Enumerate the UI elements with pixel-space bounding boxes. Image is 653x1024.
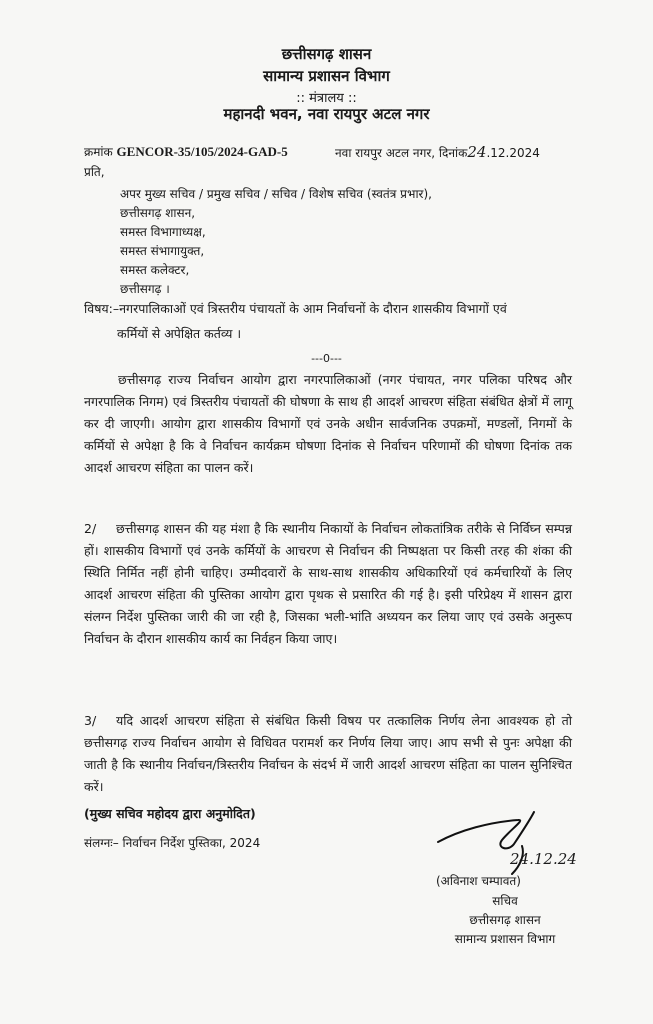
reference-code: GENCOR-35/105/2024-GAD-5 [116, 144, 288, 159]
recipient-line: अपर मुख्य सचिव / प्रमुख सचिव / सचिव / विशेष सचिव (स्वतंत्र प्रभार), [120, 187, 432, 201]
signatory-office: छत्तीसगढ़ शासन [469, 913, 541, 927]
subject-line-continued: कर्मियों से अपेक्षित कर्तव्य । [117, 326, 242, 341]
paragraph-1: छत्तीसगढ़ राज्य निर्वाचन आयोग द्वारा नगरपालिकाओं (नगर पंचायत, नगर पलिका परिषद और नगरपालिक निगम) एवं त्रिस्तरीय पंचायतों की घोषणा के साथ ही आदर्श आचरण संहिता संबंधित क्षेत्रों में लागू कर दी जाएगी। आयोग द्वारा शासकीय विभागों एवं उनके अधीन सार्वजनिक उपक्रमों, मण्डलों, निगमों के कर्मियों से अपेक्षा है कि वे निर्वाचन कार्यक्रम घोषणा दिनांक से निर्वाचन परिणामों की घोषणा दिनांक तक आदर्श आचरण संहिता का पालन करें। [84, 372, 572, 475]
paragraph-number: 3/ [84, 713, 97, 728]
signatory-department: सामान्य प्रशासन विभाग [454, 932, 556, 946]
paragraph-number: 2/ [84, 521, 97, 536]
paragraph-2 [84, 518, 572, 650]
header-government: छत्तीसगढ़ शासन [281, 45, 372, 63]
signatory-designation: सचिव [492, 894, 518, 908]
recipient-line: छत्तीसगढ़ शासन, [120, 206, 196, 220]
date-prefix: नवा रायपुर अटल नगर, दिनांक [335, 146, 468, 160]
signatory-name: (अविनाश चम्पावत) [436, 874, 521, 888]
recipient-line: छत्तीसगढ़ । [120, 282, 170, 296]
handwritten-day: 24 [467, 143, 487, 161]
subject-line: विषय:–नगरपालिकाओं एवं त्रिस्तरीय पंचायतों के आम निर्वाचनों के दौरान शासकीय विभागों एवं [84, 301, 507, 316]
signature-image [430, 800, 600, 880]
reference-number [84, 143, 288, 160]
header-department: सामान्य प्रशासन विभाग [263, 67, 390, 85]
signature-date: 24.12.24 [510, 850, 577, 868]
paragraph-2-text: छत्तीसगढ़ शासन की यह मंशा है कि स्थानीय निकायों के निर्वाचन लोकतांत्रिक तरीके से निर्विघ्न सम्पन्न हों। शासकीय विभागों एवं उनके कर्मियों के आचरण से निर्वाचन की निष्पक्षता पर किसी तरह की शंका की स्थिति निर्मित नहीं होनी चाहिए। उम्मीदवारों के साथ-साथ शासकीय अधिकारियों एवं कर्मचारियों के लिए आदर्श आचरण संहिता की पुस्तिका आयोग द्वारा पृथक से प्रसारित की गई है। इसी परिप्रेक्ष्य में शासन द्वारा संलग्न निर्देश पुस्तिका जारी की जा रही है, जिसका भली-भांति अध्ययन कर लिया जाए एवं उसके अनुरूप निर्वाचन के दौरान शासकीय कार्य का निर्वहन किया जाए। [84, 521, 572, 646]
recipient-line: समस्त संभागायुक्त, [120, 244, 205, 258]
reference-label: क्रमांक [84, 145, 113, 159]
paragraph-3 [84, 710, 572, 798]
date-suffix: .12.2024 [486, 146, 540, 160]
recipient-line: समस्त विभागाध्यक्ष, [120, 225, 206, 239]
paragraph-3-text: यदि आदर्श आचरण संहिता से संबंधित किसी विषय पर तत्कालिक निर्णय लेना आवश्यक हो तो छत्तीसगढ़ राज्य निर्वाचन आयोग से विधिवत परामर्श कर निर्णय लिया जाए। आप सभी से पुनः अपेक्षा की जाती है कि स्थानीय निर्वाचन/त्रिस्तरीय निर्वाचन के संदर्भ में जारी आदर्श आचरण संहिता का पालन सुनिश्चित करें। [84, 713, 572, 794]
recipient-line: समस्त कलेक्टर, [120, 263, 190, 277]
recipients-label: प्रति, [84, 165, 105, 179]
enclosure: संलग्नः– निर्वाचन निर्देश पुस्तिका, 2024 [84, 836, 261, 850]
header-secretariat: :: मंत्रालय :: [296, 91, 357, 106]
separator: ---0--- [311, 352, 342, 365]
approval-note: (मुख्य सचिव महोदय द्वारा अनुमोदित) [84, 806, 256, 821]
header-address: महानदी भवन, नवा रायपुर अटल नगर [223, 105, 430, 123]
issue-date [335, 143, 540, 161]
